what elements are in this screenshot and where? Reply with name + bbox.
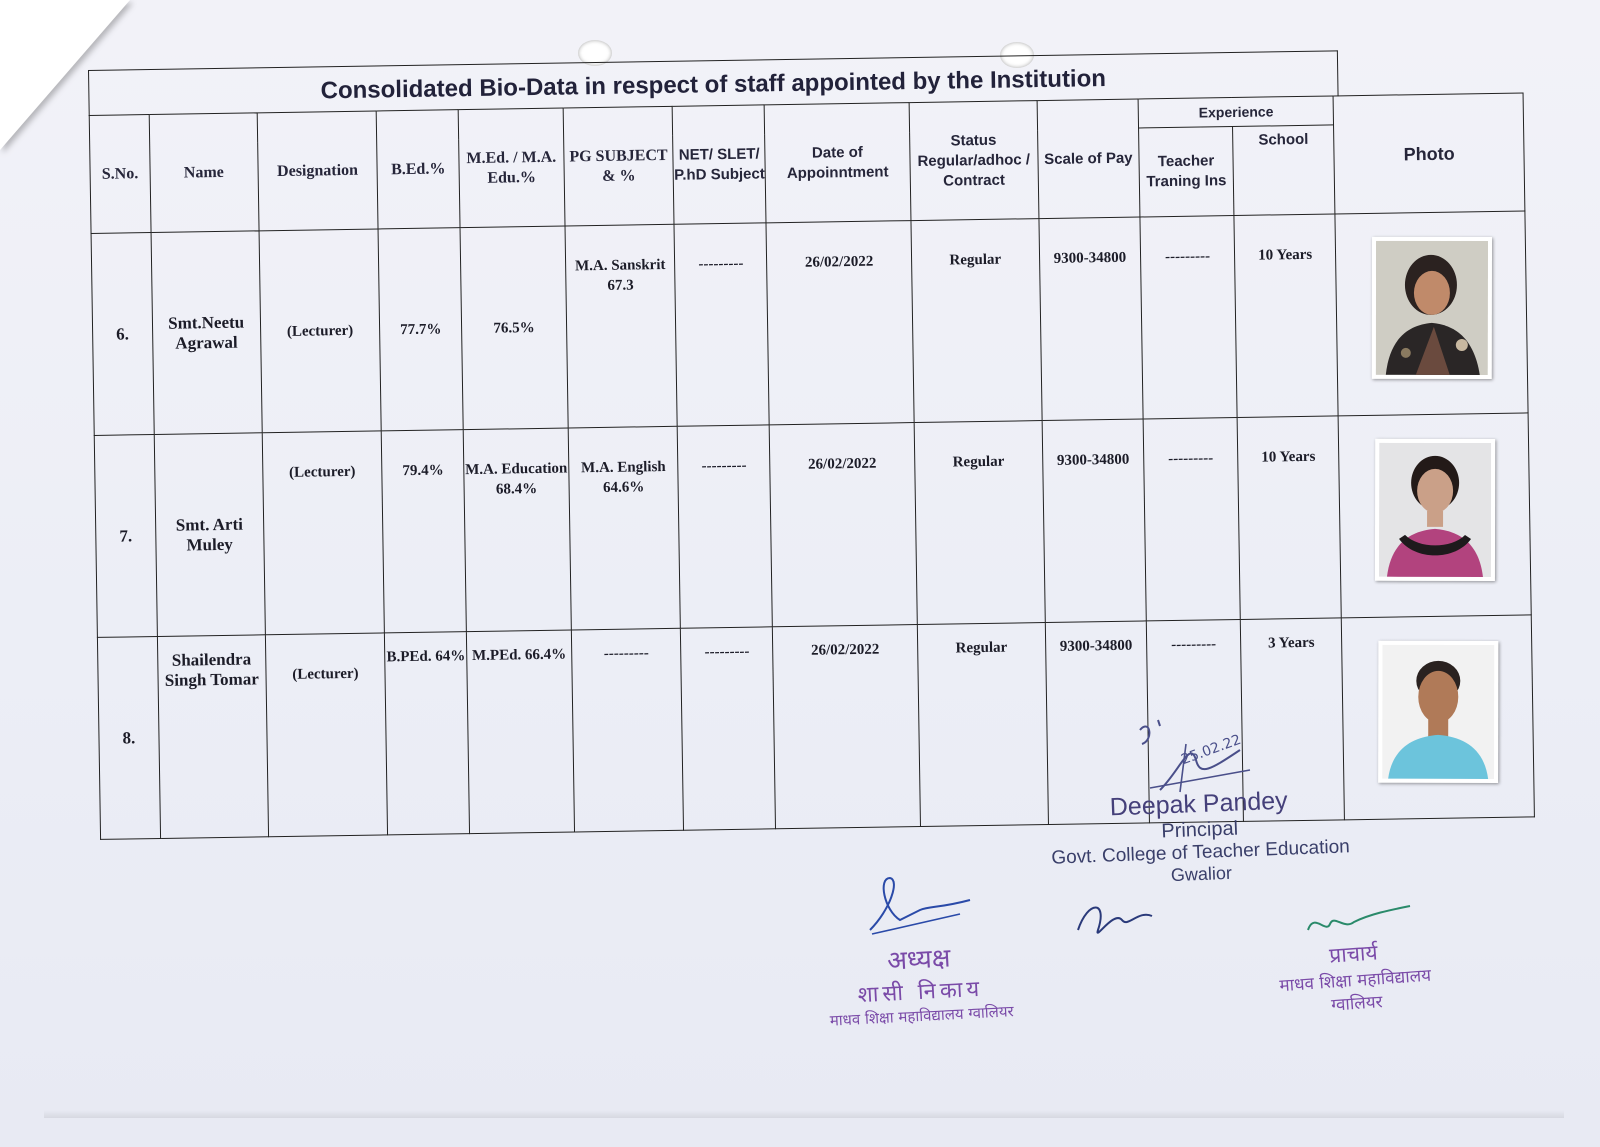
photo-shailendra-singh-tomar (1378, 641, 1498, 783)
header-med: M.Ed. / M.A. Edu.% (458, 108, 565, 228)
photo-arti-muley (1375, 439, 1495, 581)
row-med: 76.5% (460, 226, 568, 430)
row-exp-tti: --------- (1171, 636, 1217, 654)
header-sno: S.No. (89, 115, 151, 234)
row-status-cell (911, 219, 1042, 423)
principal-college: Govt. College of Teacher Education (1051, 836, 1351, 869)
table-row (94, 413, 1531, 637)
row-name: Smt. Arti Muley (154, 433, 265, 637)
row-bed: 77.7% (378, 228, 463, 431)
row-net: --------- (704, 643, 750, 661)
principal-initials-signature (1068, 880, 1158, 950)
row-designation-cell (265, 633, 388, 837)
row-status: Regular (955, 639, 1008, 657)
header-experience-teacher-training: Teacher Traning Ins (1139, 127, 1234, 217)
row-name-cell (157, 635, 268, 839)
row-photo-cell (1339, 413, 1532, 618)
row-pg-subject: M.A. English 64.6% (580, 458, 666, 496)
principal-hindi-stamp (1253, 933, 1458, 1021)
row-exp-tti-cell (1140, 216, 1237, 419)
row-designation: (Lecturer) (288, 463, 356, 481)
row-exp-school-cell (1234, 214, 1339, 418)
row-status-cell (917, 623, 1048, 827)
row-doa: 26/02/2022 (810, 641, 880, 659)
row-pg-subject-cell (565, 224, 678, 428)
row-exp-school: 10 Years (1261, 448, 1316, 466)
row-doa-cell (772, 625, 920, 829)
row-exp-tti: --------- (1164, 248, 1211, 266)
row-doa: 26/02/2022 (804, 253, 874, 271)
row-designation: (Lecturer) (292, 665, 359, 683)
row-bed-cell (381, 430, 466, 633)
row-status: Regular (949, 251, 1002, 269)
row-designation: (Lecturer) (259, 229, 382, 433)
row-net-cell (681, 627, 776, 830)
row-bed-cell (385, 632, 470, 835)
row-med-cell (463, 428, 571, 632)
chairman-stamp-college: माधव शिक्षा महाविद्यालय ग्वालियर (829, 1002, 1015, 1030)
row-scale: 9300-34800 (1056, 451, 1130, 469)
row-net-cell (674, 223, 769, 426)
row-sno: 6. (91, 233, 154, 436)
principal-hindi-stamp-college: माधव शिक्षा महाविद्यालय (1278, 965, 1432, 997)
chairman-stamp-title: अध्यक्ष (886, 943, 952, 977)
signature-date: 25.02.22 (1179, 731, 1244, 769)
table-row (91, 211, 1528, 435)
row-sno: 8. (97, 636, 160, 839)
header-net-slet: NET/ SLET/ P.hD Subject (673, 105, 767, 224)
row-scale: 9300-34800 (1059, 637, 1133, 655)
header-bed: B.Ed.% (376, 110, 460, 229)
row-exp-tti: --------- (1168, 450, 1214, 468)
row-bed: B.PEd. 64% (386, 648, 466, 666)
row-name: Shailendra Singh Tomar (164, 649, 259, 690)
photo-neetu-agrawal (1371, 237, 1491, 379)
chairman-stamp (788, 933, 1052, 1032)
principal-title: Principal (1160, 817, 1239, 843)
row-exp-school-cell (1237, 416, 1342, 620)
row-doa-cell (769, 423, 917, 627)
row-exp-school: 10 Years (1258, 246, 1313, 264)
row-doa: 26/02/2022 (807, 455, 877, 473)
row-designation-cell (262, 431, 385, 635)
row-med: M.PEd. 66.4% (471, 646, 567, 665)
header-status: Status Regular/adhoc / Contract (909, 101, 1039, 221)
chairman-stamp-body: शासी निकाय (857, 976, 984, 1009)
header-name: Name (149, 113, 259, 233)
row-pg-subject-cell (568, 426, 681, 630)
row-net-cell (678, 425, 773, 628)
row-bed: 79.4% (402, 462, 444, 480)
row-status-cell (914, 421, 1045, 625)
row-photo-cell (1335, 211, 1528, 416)
row-net: --------- (698, 255, 744, 273)
row-net: --------- (701, 457, 747, 475)
row-med: M.A. Education 68.4% (465, 460, 568, 498)
principal-hindi-stamp-city: ग्वालियर (1330, 992, 1384, 1016)
principal-hindi-stamp-title: प्राचार्य (1328, 940, 1379, 968)
row-exp-school: 3 Years (1267, 634, 1315, 652)
row-name: Smt.Neetu Agrawal (151, 231, 262, 435)
header-scale-of-pay: Scale of Pay (1037, 99, 1140, 219)
row-pg-subject-cell (571, 628, 684, 832)
header-experience: Experience (1138, 96, 1334, 128)
row-pg-subject: M.A. Sanskrit 67.3 (574, 256, 666, 294)
row-scale-cell (1042, 419, 1147, 623)
row-scale-cell (1039, 217, 1144, 421)
header-photo: Photo (1333, 93, 1524, 214)
row-scale: 9300-34800 (1053, 249, 1127, 267)
row-photo-cell (1342, 615, 1535, 820)
header-date-of-appointment: Date of Appoinntment (764, 103, 910, 223)
biodata-table (89, 92, 1535, 839)
row-sno: 7. (94, 435, 157, 638)
header-designation: Designation (257, 111, 379, 231)
document-title: Consolidated Bio-Data in respect of staff appointed by the Institution (88, 50, 1339, 116)
row-doa-cell (766, 221, 914, 425)
principal-signature-block (1038, 784, 1361, 891)
row-med-cell (466, 630, 574, 834)
row-pg-subject: --------- (603, 645, 649, 662)
principal-city: Gwalior (1170, 862, 1233, 886)
header-experience-school: School (1232, 125, 1335, 216)
header-pg-subject: PG SUBJECT & % (563, 106, 675, 226)
row-status: Regular (952, 453, 1005, 471)
row-exp-tti-cell (1143, 417, 1240, 620)
page-edge (44, 1110, 1564, 1118)
principal-name: Deepak Pandey (1109, 786, 1289, 822)
